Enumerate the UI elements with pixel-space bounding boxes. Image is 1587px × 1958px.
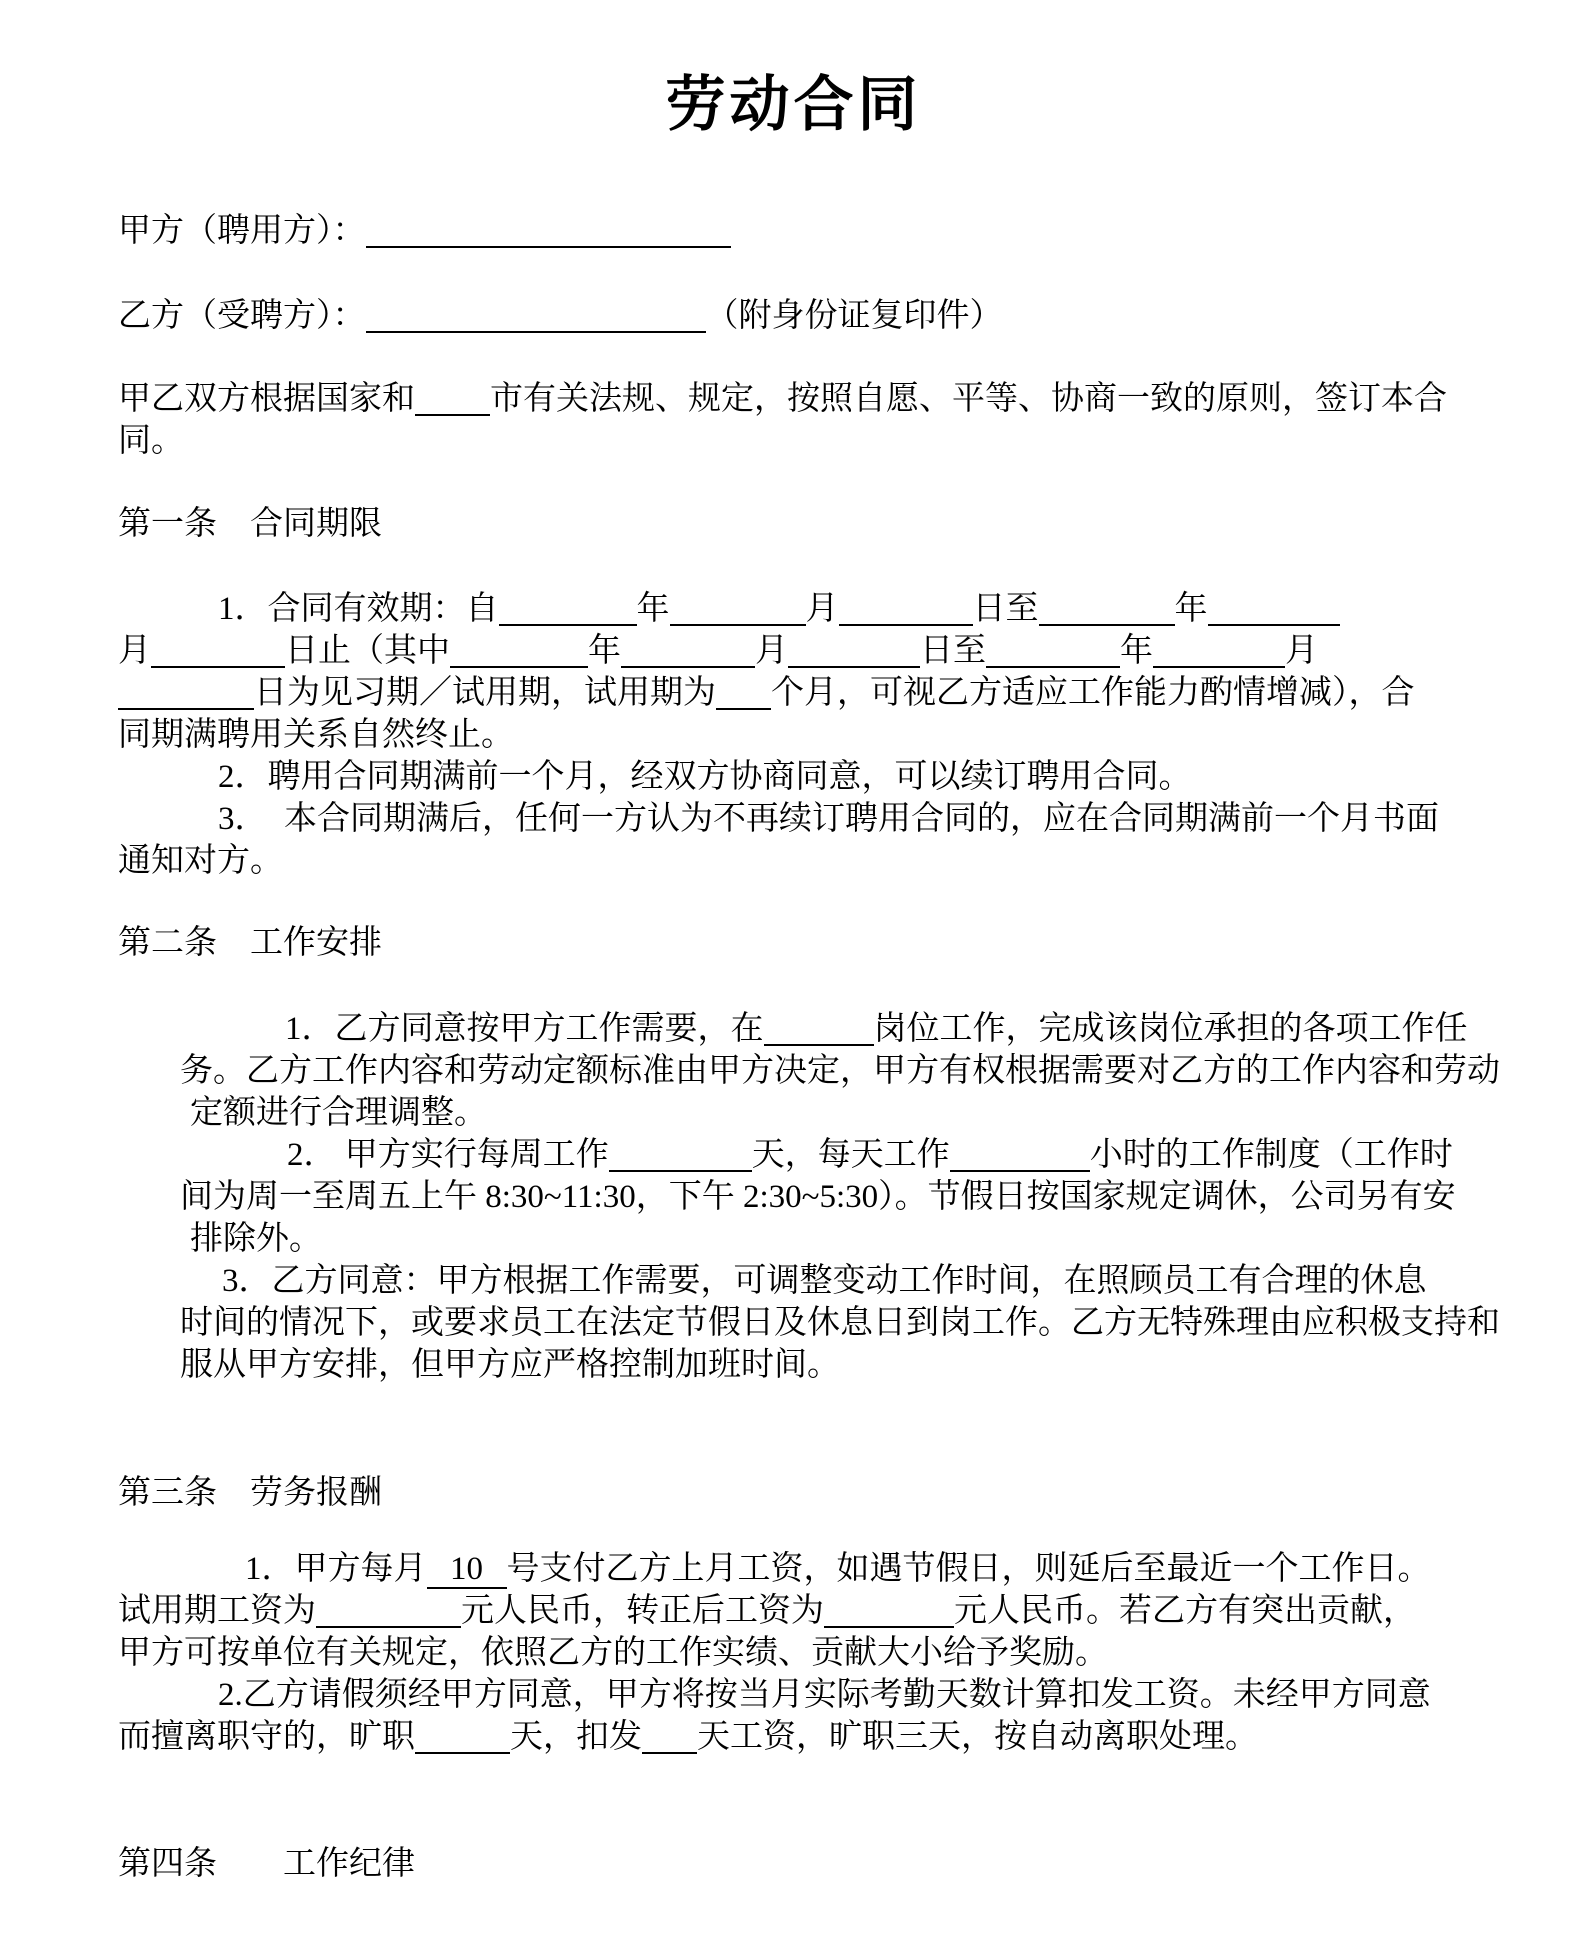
text-line: [118, 1344, 1469, 1386]
blank-field[interactable]: [1208, 624, 1340, 626]
blank-field[interactable]: [499, 624, 637, 626]
text-line: [118, 756, 1469, 798]
text-line: [118, 1302, 1500, 1344]
text-run: 元人民币，转正后工资为: [461, 1593, 824, 1629]
text-run: 年: [636, 591, 670, 627]
blank-field[interactable]: [642, 1752, 697, 1754]
text-line: [118, 1548, 1469, 1590]
section-heading: [118, 922, 1469, 964]
text-run: 天工资，旷职三天，按自动离职处理。: [697, 1719, 1258, 1755]
text-run: 3．乙方同意：甲方根据工作需要，可调整变动工作时间，在照顾员工有合理的休息: [222, 1263, 1427, 1299]
text-run: 甲方（聘用方）：: [118, 213, 366, 249]
text-run: 岗位工作，完成该岗位承担的各项工作任: [873, 1011, 1468, 1047]
blank-field[interactable]: [621, 666, 755, 668]
text-run: 年: [588, 633, 621, 669]
text-run: 年: [1120, 633, 1153, 669]
blank-field[interactable]: [151, 666, 285, 668]
text-run: 天，每天工作: [751, 1137, 950, 1173]
blank-field[interactable]: [415, 414, 490, 416]
text-run: 号支付乙方上月工资，如遇节假日，则延后至最近一个工作日。: [506, 1551, 1431, 1587]
blank-field[interactable]: [764, 1044, 874, 1046]
text-line: [118, 1218, 1469, 1260]
blank-field[interactable]: [716, 708, 771, 710]
text-line: [118, 588, 1469, 630]
text-line: [118, 1590, 1469, 1632]
text-line: [118, 630, 1469, 672]
text-run: 甲方可按单位有关规定，依照乙方的工作实绩、贡献大小给予奖励。: [118, 1635, 1108, 1671]
text-run: 日止（其中: [285, 633, 450, 669]
text-line: [118, 378, 1469, 420]
text-run: 1．合同有效期：自: [218, 591, 499, 627]
section-heading: [118, 1472, 1469, 1514]
text-run: 排除外。: [190, 1221, 322, 1257]
text-run: 小时的工作制度（工作时: [1089, 1137, 1453, 1173]
text-run: 2．聘用合同期满前一个月，经双方协商同意，可以续订聘用合同。: [218, 759, 1192, 795]
text-line: [118, 714, 1469, 756]
text-run: 同期满聘用关系自然终止。: [118, 717, 514, 753]
text-run: 月: [755, 633, 788, 669]
text-run: 日为见习期／试用期，试用期为: [254, 675, 716, 711]
text-run: 1．甲方每月: [245, 1551, 427, 1587]
blank-field[interactable]: [788, 666, 920, 668]
text-run: 而擅离职守的，旷职: [118, 1719, 415, 1755]
text-run: 月: [118, 633, 151, 669]
text-run: 甲乙双方根据国家和: [118, 381, 415, 417]
text-run: 3． 本合同期满后，任何一方认为不再续订聘用合同的，应在合同期满前一个月书面: [218, 801, 1439, 837]
text-line: [118, 1176, 1469, 1218]
blank-field[interactable]: [366, 246, 731, 248]
text-run: 日至: [920, 633, 986, 669]
text-run: 定额进行合理调整。: [190, 1095, 487, 1131]
text-line: [118, 1260, 1469, 1302]
blank-field[interactable]: [415, 1752, 510, 1754]
blank-field[interactable]: [670, 624, 806, 626]
text-run: 通知对方。: [118, 843, 283, 879]
document-title: 劳动合同: [665, 72, 922, 138]
text-line: [118, 420, 1469, 462]
text-run: 月: [1285, 633, 1318, 669]
text-line: [118, 798, 1469, 840]
text-run: 同。: [118, 423, 184, 459]
text-run: 第三条 劳务报酬: [118, 1475, 382, 1511]
blank-field[interactable]: [839, 624, 973, 626]
text-run: 年: [1174, 591, 1208, 627]
text-run: （附身份证复印件）: [705, 298, 1003, 334]
text-run: 试用期工资为: [118, 1593, 316, 1629]
section-heading: [118, 503, 1469, 545]
text-run: 1．乙方同意按甲方工作需要，在: [285, 1011, 764, 1047]
text-run: 2． 甲方实行每周工作: [287, 1137, 609, 1173]
text-line: [118, 1008, 1469, 1050]
text-line: [118, 1674, 1469, 1716]
text-line: [118, 1050, 1500, 1092]
text-line: [118, 210, 1469, 252]
text-run: 个月，可视乙方适应工作能力酌情增减），合: [771, 675, 1415, 711]
text-run: 第二条 工作安排: [118, 925, 382, 961]
text-run: 第一条 合同期限: [118, 506, 382, 542]
text-line: [118, 1632, 1469, 1674]
text-run: 月: [805, 591, 839, 627]
section-heading: [118, 1843, 1469, 1885]
text-run: 市有关法规、规定，按照自愿、平等、协商一致的原则，签订本合: [490, 381, 1447, 417]
blank-field[interactable]: [1039, 624, 1175, 626]
text-run: 第四条 工作纪律: [118, 1846, 415, 1882]
blank-field[interactable]: [450, 666, 588, 668]
blank-field[interactable]: [118, 708, 254, 710]
blank-field[interactable]: 10: [427, 1551, 507, 1589]
blank-field[interactable]: [1153, 666, 1285, 668]
blank-field[interactable]: [824, 1626, 954, 1628]
text-line: [118, 840, 1469, 882]
document-body: [118, 60, 1500, 1885]
text-run: 天，扣发: [510, 1719, 642, 1755]
text-run: 2.乙方请假须经甲方同意，甲方将按当月实际考勤天数计算扣发工资。未经甲方同意: [218, 1677, 1431, 1713]
text-line: [118, 1716, 1469, 1758]
text-run: 元人民币。若乙方有突出贡献，: [954, 1593, 1416, 1629]
blank-field[interactable]: [986, 666, 1120, 668]
text-line: [118, 1092, 1469, 1134]
text-line: [118, 295, 1469, 337]
blank-field[interactable]: [316, 1626, 461, 1628]
text-run: 务。乙方工作内容和劳动定额标准由甲方决定，甲方有权根据需要对乙方的工作内容和劳动: [180, 1053, 1500, 1089]
blank-field[interactable]: [609, 1170, 752, 1172]
blank-field[interactable]: [950, 1170, 1090, 1172]
text-run: 日至: [972, 591, 1039, 627]
text-line: [118, 1134, 1469, 1176]
blank-field[interactable]: [366, 331, 706, 333]
text-run: 间为周一至周五上午 8:30~11:30，下午 2:30~5:30）。节假日按国家规定调休，公司另有安: [180, 1179, 1456, 1215]
text-run: 乙方（受聘方）：: [118, 298, 366, 334]
text-run: 时间的情况下，或要求员工在法定节假日及休息日到岗工作。乙方无特殊理由应积极支持和: [180, 1305, 1500, 1341]
text-line: [118, 672, 1469, 714]
text-run: 服从甲方安排，但甲方应严格控制加班时间。: [180, 1347, 840, 1383]
